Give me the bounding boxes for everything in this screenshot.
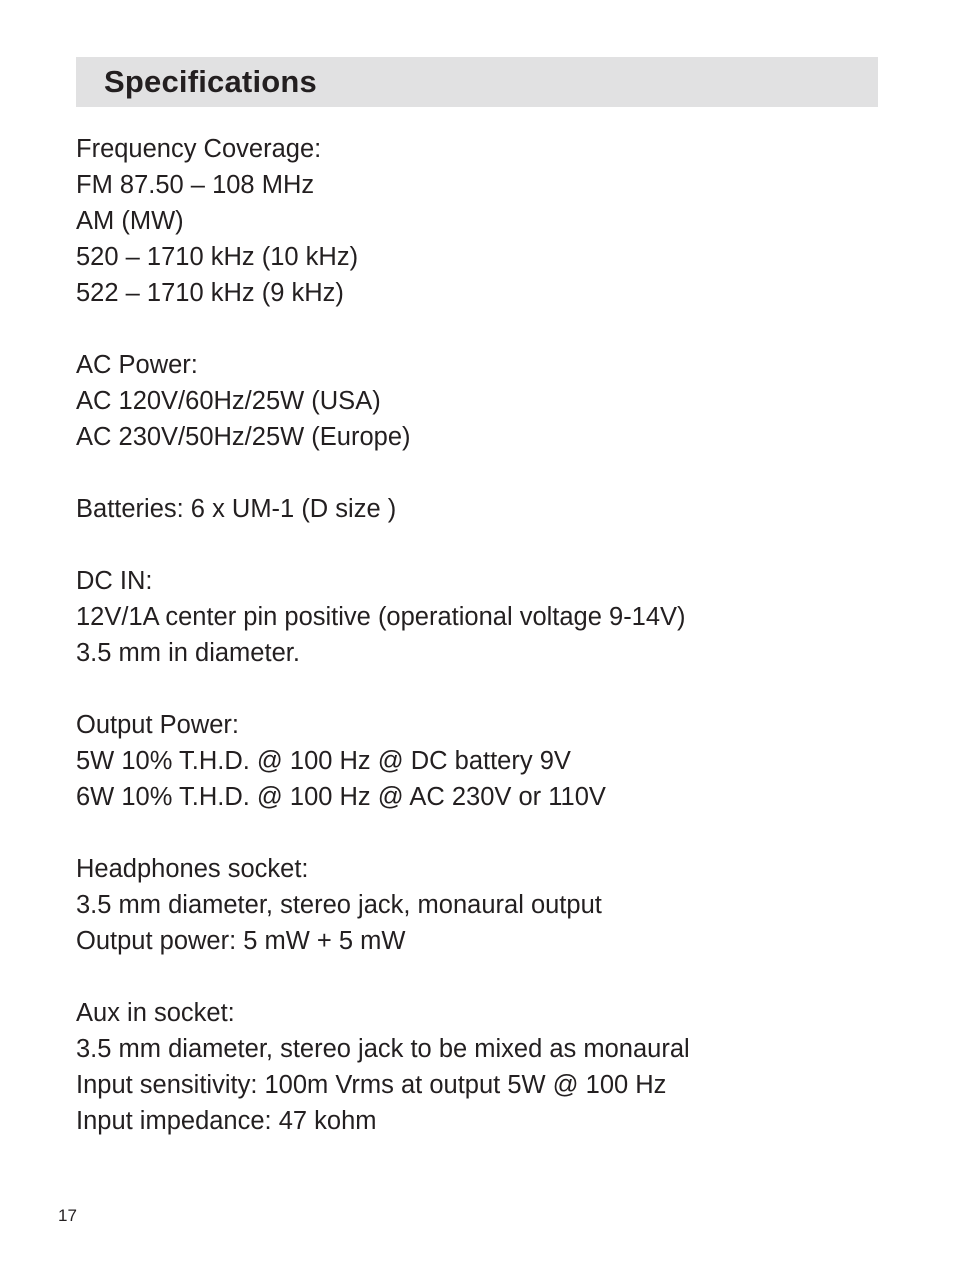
page-title: Specifications	[104, 64, 317, 99]
spec-line: 520 – 1710 kHz (10 kHz)	[76, 243, 359, 271]
spec-line: 12V/1A center pin positive (operational voltage 9-14V)	[76, 603, 686, 631]
spec-line: AM (MW)	[76, 207, 184, 235]
page-number: 17	[58, 1206, 77, 1225]
spec-heading: Aux in socket:	[76, 999, 235, 1027]
spec-section-output-power	[76, 707, 876, 815]
spec-section-dc-in	[76, 563, 876, 671]
spec-line: 522 – 1710 kHz (9 kHz)	[76, 279, 344, 307]
spec-heading: Batteries: 6 x UM-1 (D size )	[76, 495, 397, 523]
spec-heading: AC Power:	[76, 351, 198, 379]
spec-line: 5W 10% T.H.D. @ 100 Hz @ DC battery 9V	[76, 747, 571, 775]
specifications-content	[76, 131, 876, 1175]
spec-heading: DC IN:	[76, 567, 153, 595]
spec-line: 3.5 mm diameter, stereo jack, monaural output	[76, 891, 602, 919]
spec-line: Output power: 5 mW + 5 mW	[76, 927, 406, 955]
spec-section-frequency-coverage	[76, 131, 876, 311]
spec-line: Input impedance: 47 kohm	[76, 1107, 377, 1135]
spec-section-headphones-socket	[76, 851, 876, 959]
spec-line: AC 120V/60Hz/25W (USA)	[76, 387, 381, 415]
spec-line: FM 87.50 – 108 MHz	[76, 171, 315, 199]
spec-section-batteries	[76, 491, 876, 527]
spec-line: Input sensitivity: 100m Vrms at output 5W @ 100 Hz	[76, 1071, 667, 1099]
spec-heading: Frequency Coverage:	[76, 135, 322, 163]
spec-line: 6W 10% T.H.D. @ 100 Hz @ AC 230V or 110V	[76, 783, 606, 811]
spec-section-aux-in-socket	[76, 995, 876, 1139]
spec-line: 3.5 mm in diameter.	[76, 639, 300, 667]
spec-line: AC 230V/50Hz/25W (Europe)	[76, 423, 411, 451]
spec-heading: Headphones socket:	[76, 855, 309, 883]
section-header-bar	[76, 57, 878, 107]
spec-section-ac-power	[76, 347, 876, 455]
spec-line: 3.5 mm diameter, stereo jack to be mixed as monaural	[76, 1035, 690, 1063]
spec-heading: Output Power:	[76, 711, 239, 739]
